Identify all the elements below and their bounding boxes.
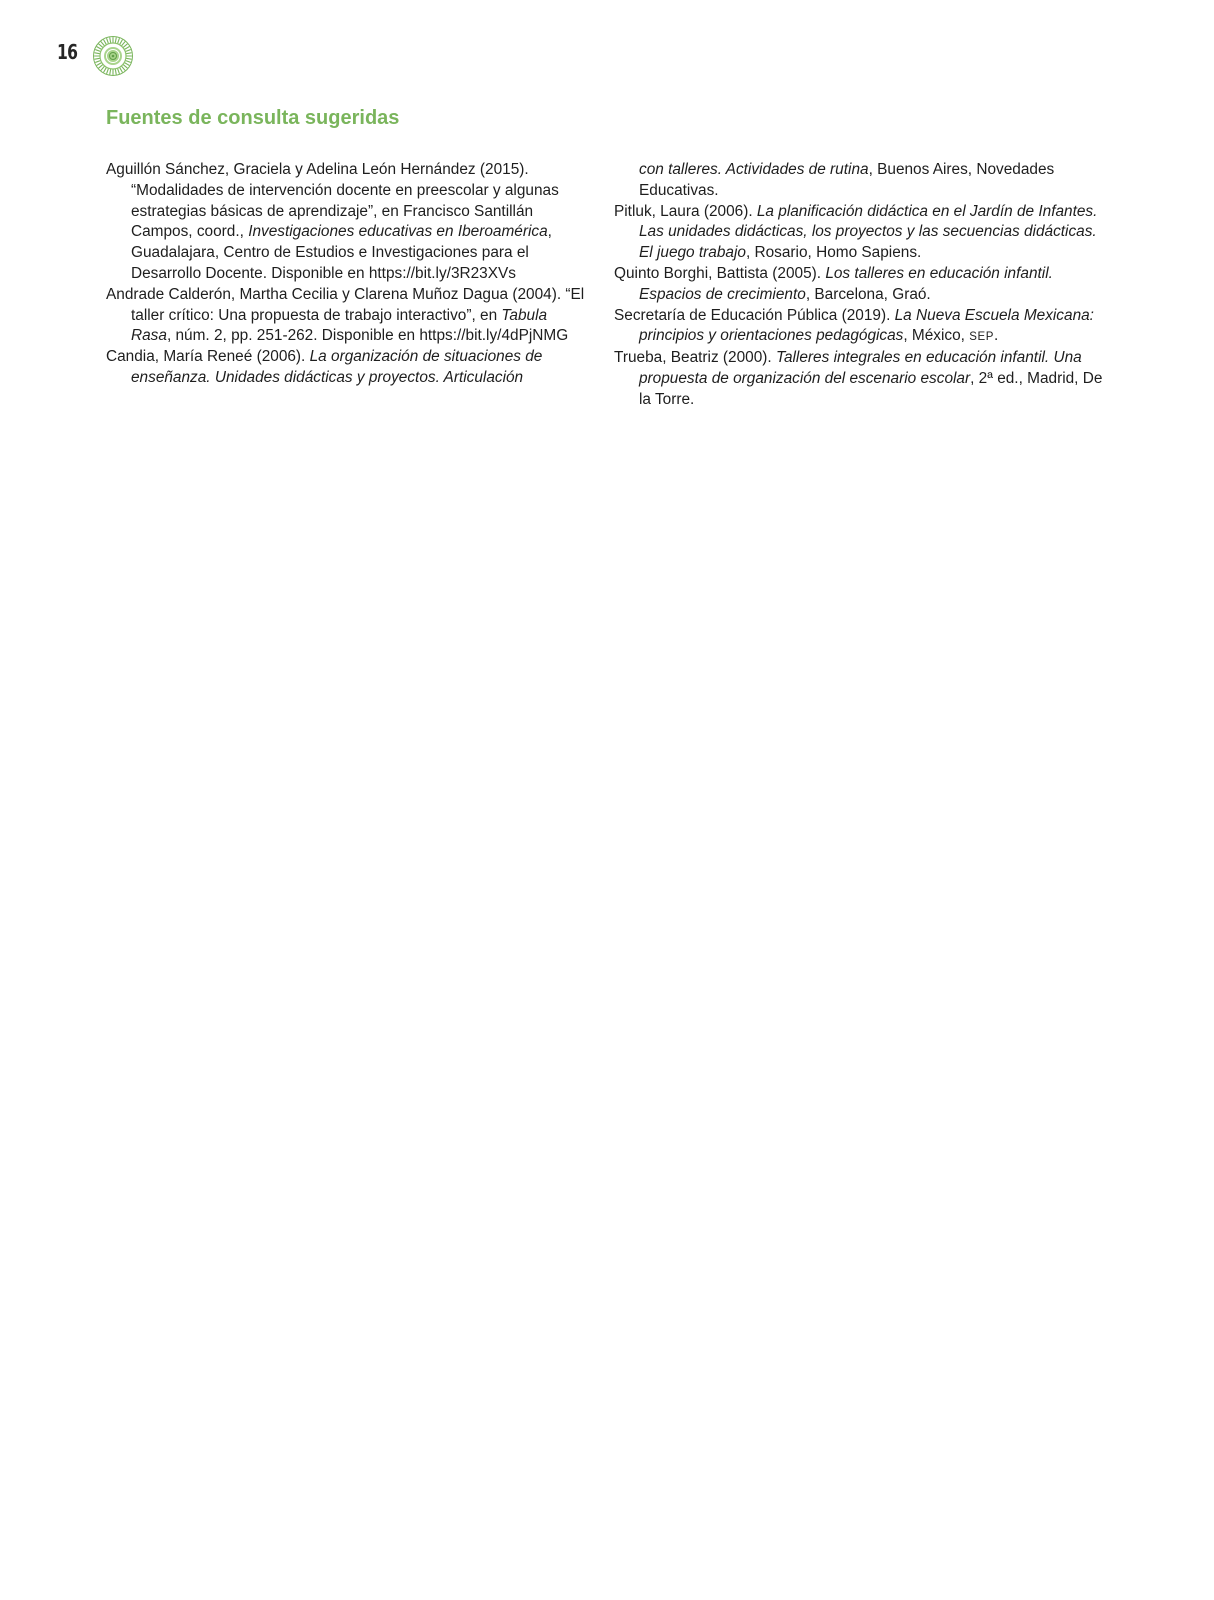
page-number: 16: [57, 40, 78, 64]
reference-candia-continued: con talleres. Actividades de rutina, Buenos Aires, Novedades Educativas.: [639, 161, 1055, 199]
references-column-left: [106, 160, 586, 389]
reference-pitluk: Pitluk, Laura (2006). La planificación didáctica en el Jardín de Infantes. Las unidades didácticas, los proyectos y las secuencias didácticas. El juego trabajo, Rosario, Homo Sapiens.: [614, 202, 1098, 262]
references-column-right: [614, 160, 1104, 411]
section-title: Fuentes de consulta sugeridas: [106, 107, 400, 129]
reference-andrade: Andrade Calderón, Martha Cecilia y Clarena Muñoz Dagua (2004). “El taller crítico: Una propuesta de trabajo interactivo”, en Tabula Rasa, núm. 2, pp. 251-262. Disponible en https://bit.ly/4dPjNMG: [106, 285, 585, 345]
green-mandala-icon: [92, 35, 134, 77]
reference-trueba: Trueba, Beatriz (2000). Talleres integrales en educación infantil. Una propuesta de organización del escenario escolar, 2ª ed., Madrid, De la Torre.: [614, 349, 1103, 408]
reference-aguillon: Aguillón Sánchez, Graciela y Adelina León Hernández (2015). “Modalidades de intervención docente en preescolar y algunas estrategias básicas de aprendizaje”, en Francisco Santillán Campos, coord., Investigaciones educativas en Iberoamérica, Guadalajara, Centro de Estudios e Investigaciones para el Desarrollo Docente. Disponible en https://bit.ly/3R23XVs: [106, 161, 559, 282]
reference-candia: Candia, María Reneé (2006). La organización de situaciones de enseñanza. Unidades didácticas y proyectos. Articulación: [106, 348, 543, 386]
reference-quinto: Quinto Borghi, Battista (2005). Los talleres en educación infantil. Espacios de crecimiento, Barcelona, Graó.: [614, 264, 1053, 303]
reference-sep: Secretaría de Educación Pública (2019). La Nueva Escuela Mexicana: principios y orientaciones pedagógicas, México, SEP.: [614, 306, 1094, 345]
